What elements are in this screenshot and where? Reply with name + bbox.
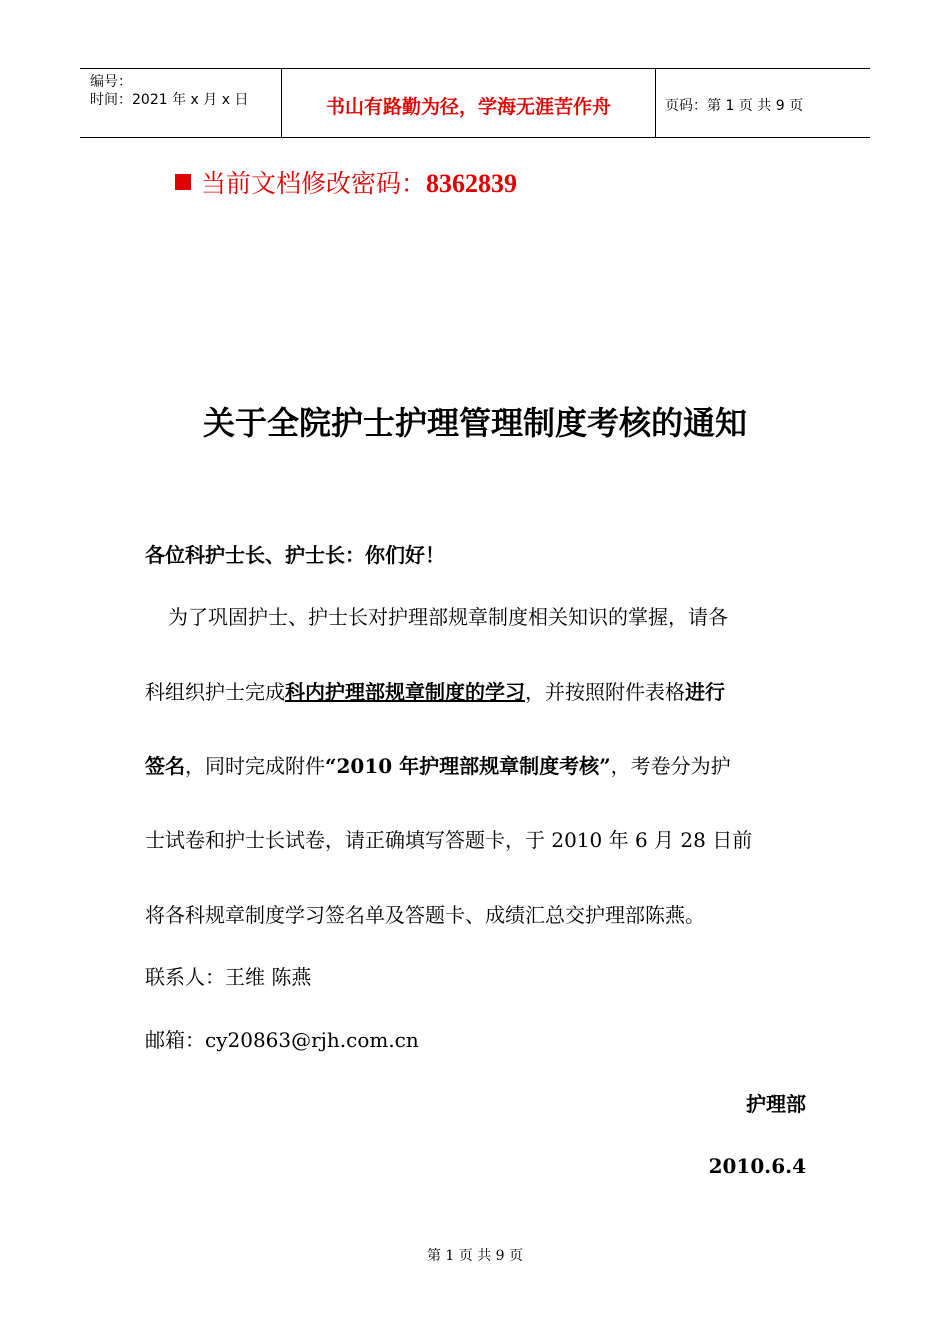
body-line-3-d: ，考卷分为护: [610, 754, 731, 778]
password-notice: [175, 166, 517, 202]
email-line: 邮箱：cy20863@rjh.com.cn: [145, 1028, 419, 1052]
body-line-3: [145, 752, 731, 780]
greeting: 各位科护士长、护士长：你们好！: [145, 543, 445, 567]
body-line-5: 将各科规章制度学习签名单及答题卡、成绩汇总交护理部陈燕。: [145, 903, 705, 927]
header-table: [80, 68, 870, 138]
red-square-icon: [175, 174, 191, 190]
body-line-2-emphasis: 科内护理部规章制度的学习: [285, 680, 525, 704]
body-line-2-d: 进行: [685, 680, 725, 704]
body-line-2-c: ，并按照附件表格: [525, 680, 685, 704]
password-label: 当前文档修改密码：: [201, 169, 427, 198]
body-line-2-a: 科组织护士完成: [145, 680, 285, 704]
signature-date: 2010.6.4: [708, 1154, 806, 1178]
contact-line: 联系人：王维 陈燕: [145, 965, 312, 989]
header-motto-cell: [281, 69, 656, 137]
header-meta-cell: [80, 69, 281, 137]
number-label: 编号：: [90, 74, 132, 90]
page-footer: 第 1 页 共 9 页: [426, 1248, 524, 1264]
document-title: 关于全院护士护理管理制度考核的通知: [202, 404, 747, 442]
motto: 书山有路勤为径，学海无涯苦作舟: [325, 96, 611, 118]
body-line-2: [145, 678, 725, 706]
signature-department: 护理部: [746, 1092, 806, 1116]
password-code: 8362839: [426, 169, 518, 198]
body-line-3-attachment: “2010 年护理部规章制度考核”: [325, 754, 611, 778]
page-info: 页码：第 1 页 共 9 页: [665, 98, 804, 114]
header-page-cell: [655, 69, 870, 137]
date-line: 时间：2021 年 x 月 x 日: [90, 92, 249, 108]
body-line-3-b: ，同时完成附件: [185, 754, 325, 778]
body-line-4: 士试卷和护士长试卷，请正确填写答题卡，于 2010 年 6 月 28 日前: [145, 828, 753, 852]
body-line-1: 为了巩固护士、护士长对护理部规章制度相关知识的掌握，请各: [168, 605, 728, 629]
body-line-3-a: 签名: [145, 754, 185, 778]
